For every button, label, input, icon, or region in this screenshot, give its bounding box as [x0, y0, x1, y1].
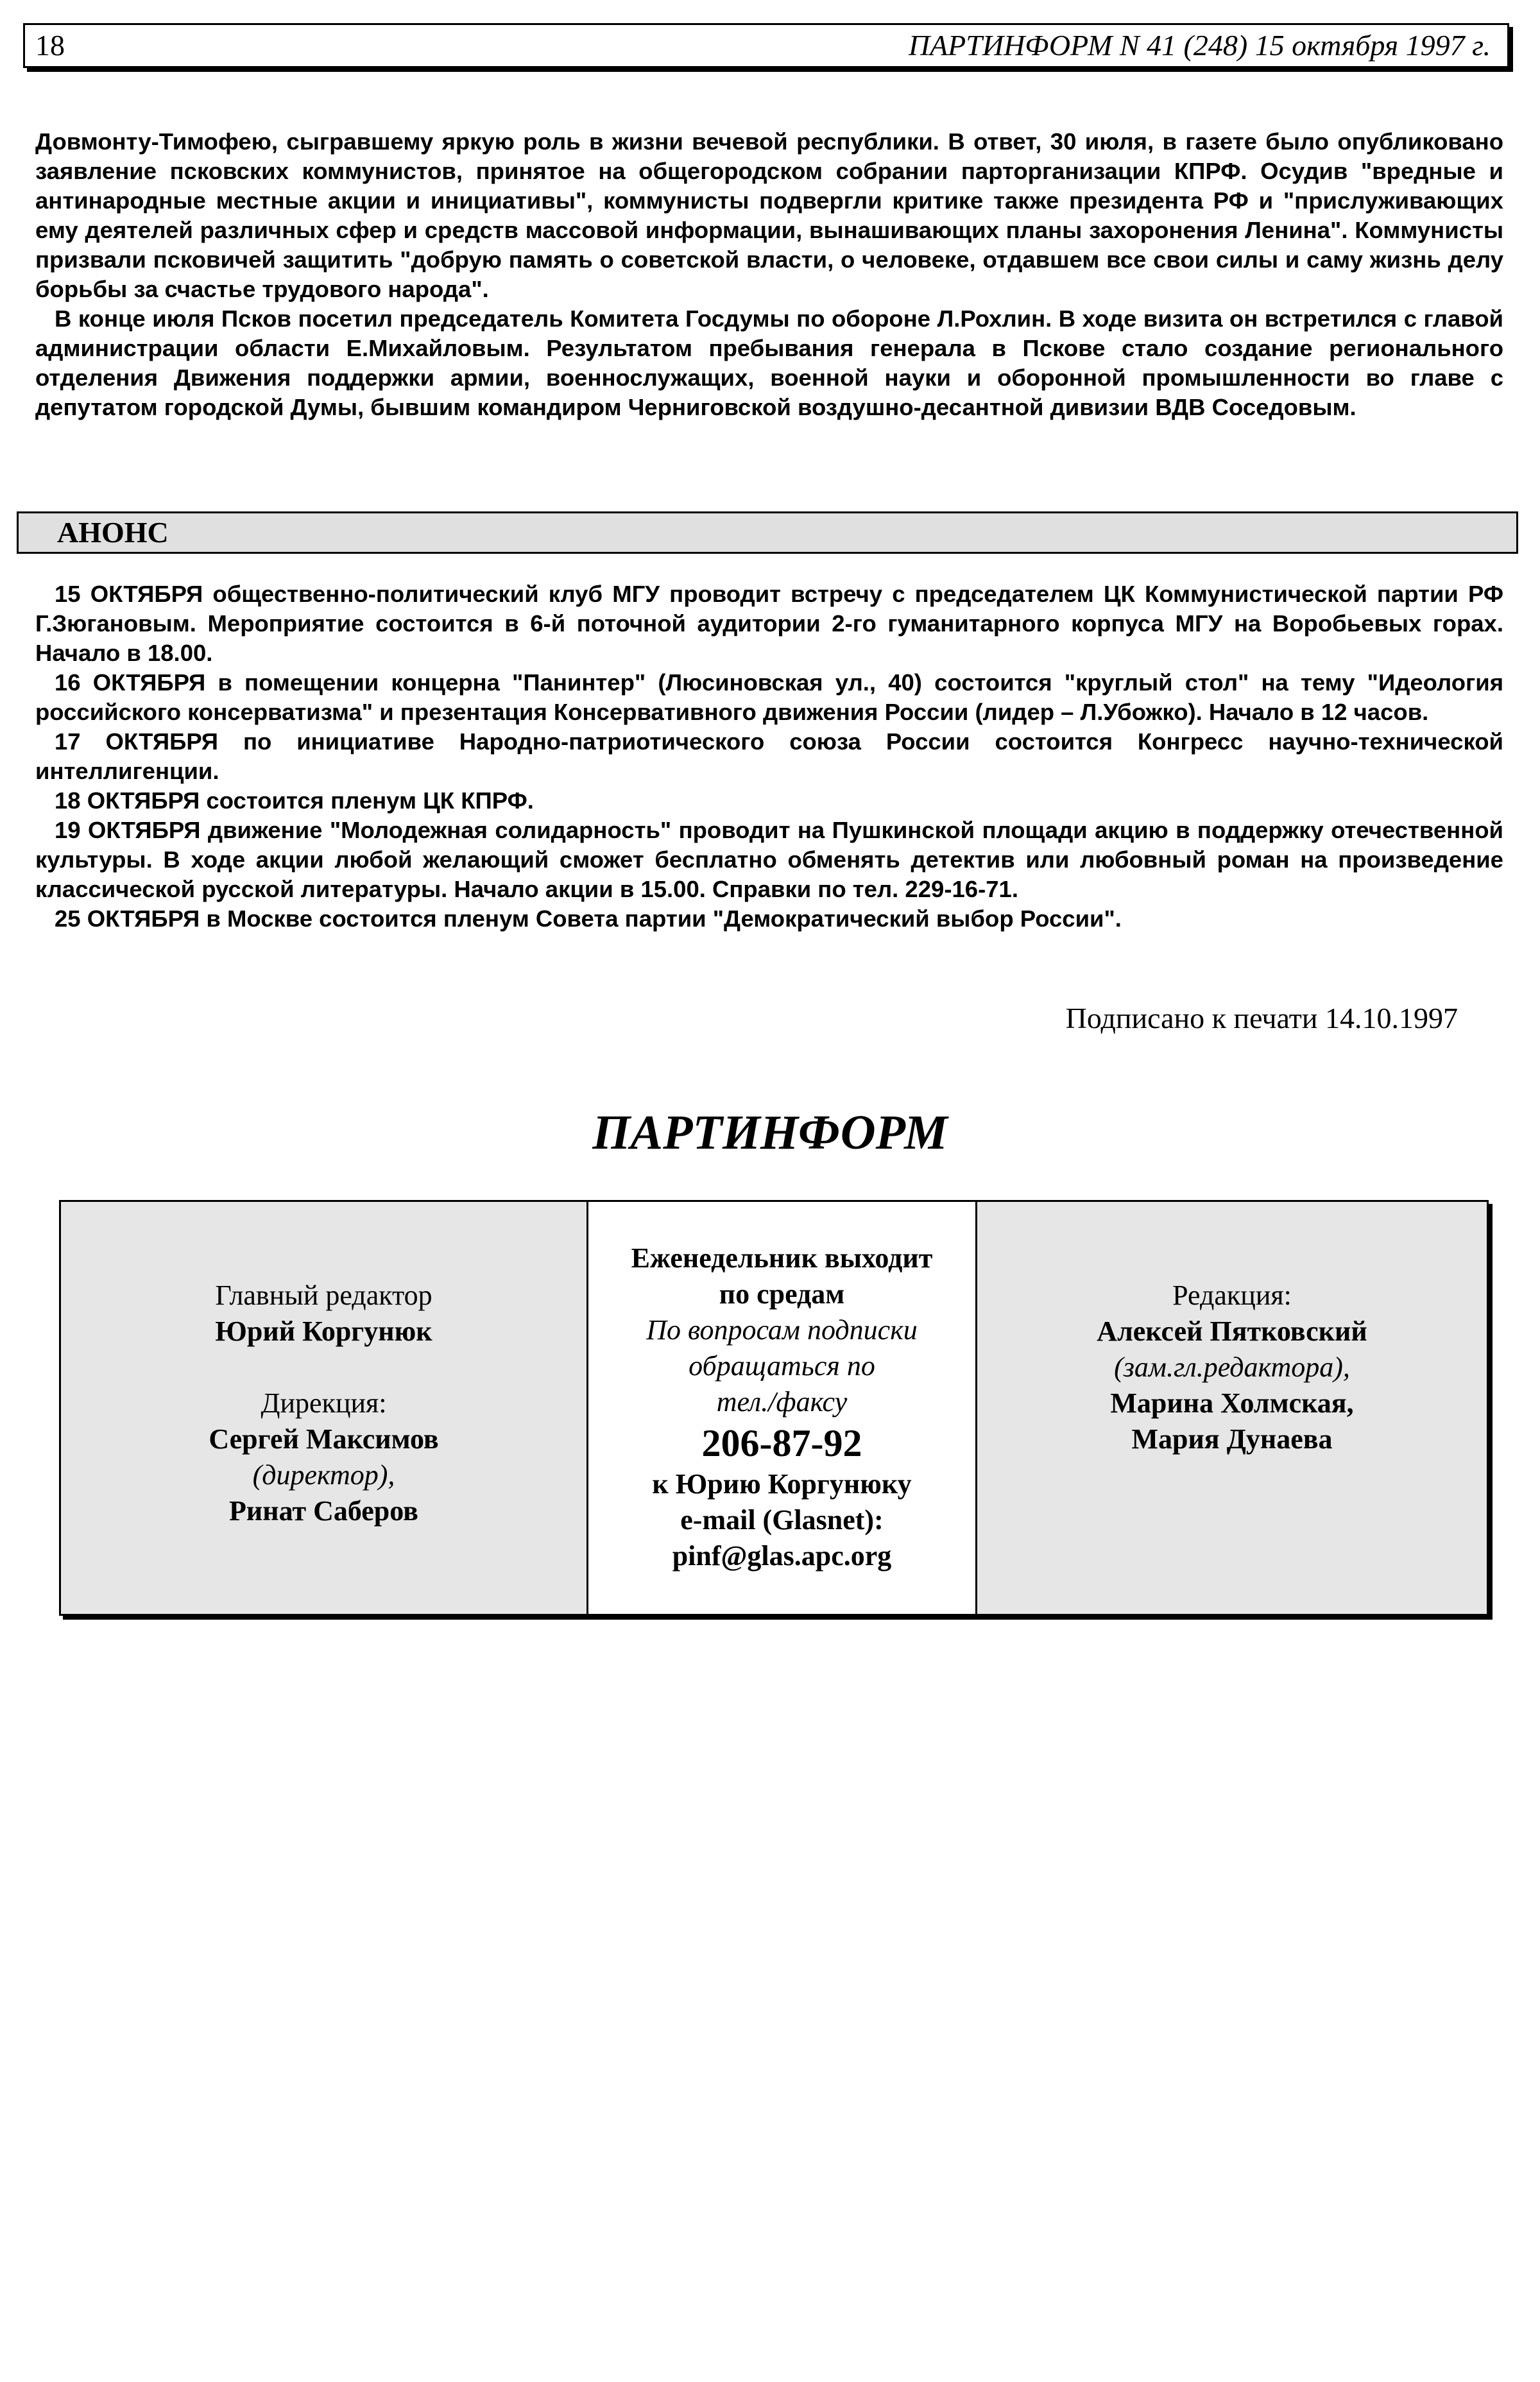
announce-item: 15 ОКТЯБРЯ общественно-политический клуб МГУ проводит встречу с председателем ЦК Коммунистической партии РФ Г.Зюгановым. Мероприятие состоится в 6-й поточной аудитории 2-го гуманитарного корпуса МГУ на Воробьевых горах. Начало в 18.00.	[35, 581, 1503, 666]
signed-date: Подписано к печати 14.10.1997	[1065, 1002, 1458, 1034]
announce-item: 25 ОКТЯБРЯ в Москве состоится пленум Совета партии "Демократический выбор России".	[55, 905, 1122, 932]
editor-label: Главный редактор	[215, 1280, 432, 1311]
director-second-name: Ринат Саберов	[229, 1495, 418, 1527]
weekly-note-day: по средам	[719, 1278, 845, 1310]
section-heading-announce: АНОНС	[17, 511, 1518, 554]
issue-line: ПАРТИНФОРМ N 41 (248) 15 октября 1997 г.	[908, 29, 1491, 62]
imprint-box	[59, 1200, 1489, 1616]
editor-name: Юрий Коргунюк	[215, 1315, 432, 1347]
phone-number: 206-87-92	[701, 1422, 862, 1464]
directorate-label: Дирекция:	[261, 1387, 387, 1419]
imprint-staff-column	[977, 1202, 1487, 1614]
subscribe-note-2: обращаться по	[689, 1350, 875, 1382]
article-body	[35, 127, 1503, 422]
subscribe-note: По вопросам подписки	[646, 1314, 918, 1346]
weekly-note: Еженедельник выходит	[631, 1242, 933, 1274]
article-paragraph: В конце июля Псков посетил председатель Комитета Госдумы по обороне Л.Рохлин. В ходе визита он встретился с главой администрации области Е.Михайловым. Результатом пребывания генерала в Пскове стало создание регионального отделения Движения поддержки армии, военнослужащих, военной науки и оборонной промышленности во главе с депутатом городской Думы, бывшим командиром Черниговской воздушно-десантной дивизии ВДВ Соседовым.	[35, 305, 1503, 420]
announce-item: 17 ОКТЯБРЯ по инициативе Народно-патриотического союза России состоится Конгресс научно-технической интеллигенции.	[35, 728, 1503, 784]
announce-item: 19 ОКТЯБРЯ движение "Молодежная солидарность" проводит на Пушкинской площади акцию в поддержку отечественной культуры. В ходе акции любой желающий сможет бесплатно обменять детектив или любовный роман на произведение классической русской литературы. Начало акции в 15.00. Справки по тел. 229-16-71.	[35, 817, 1503, 902]
staff-name-2: Марина Холмская,	[1110, 1387, 1354, 1419]
email-label: e-mail (Glasnet):	[680, 1504, 884, 1536]
subscribe-note-3: тел./факсу	[716, 1386, 848, 1418]
masthead-title: ПАРТИНФОРМ	[592, 1106, 948, 1160]
page-header	[23, 23, 1509, 68]
staff-name-3: Мария Дунаева	[1131, 1423, 1333, 1455]
imprint-contact-column	[588, 1202, 977, 1614]
page-number: 18	[35, 29, 65, 62]
announce-item: 16 ОКТЯБРЯ в помещении концерна "Панинтер" (Люсиновская ул., 40) состоится "круглый стол" на тему "Идеология российского консерватизма" и презентация Консервативного движения России (лидер – Л.Убожко). Начало в 12 часов.	[35, 669, 1503, 725]
director-role: (директор),	[252, 1459, 395, 1491]
announce-item: 18 ОКТЯБРЯ состоится пленум ЦК КПРФ.	[55, 787, 534, 814]
imprint-editorial-column	[61, 1202, 588, 1614]
email-address: pinf@glas.apc.org	[672, 1540, 892, 1572]
announce-list	[35, 579, 1503, 934]
article-paragraph: Довмонту-Тимофею, сыгравшему яркую роль в жизни вечевой республики. В ответ, 30 июля, в газете было опубликовано заявление псковских коммунистов, принятое на общегородском собрании парторганизации КПРФ. Осудив "вредные и антинародные местные акции и инициативы", коммунисты подвергли критике также президента РФ и "прислуживающих ему деятелей различных сфер и средств массовой информации, вынашивающих планы захоронения Ленина". Коммунисты призвали псковичей защитить "добрую память о советской власти, о человеке, отдавшем все свои силы и саму жизнь делу борьбы за счастье трудового народа".	[35, 128, 1503, 302]
director-name: Сергей Максимов	[209, 1423, 439, 1455]
staff-label: Редакция:	[1172, 1280, 1292, 1311]
contact-person: к Юрию Коргунюку	[652, 1468, 912, 1500]
staff-role-1: (зам.гл.редактора),	[1114, 1351, 1350, 1383]
staff-name-1: Алексей Пятковский	[1097, 1315, 1367, 1347]
